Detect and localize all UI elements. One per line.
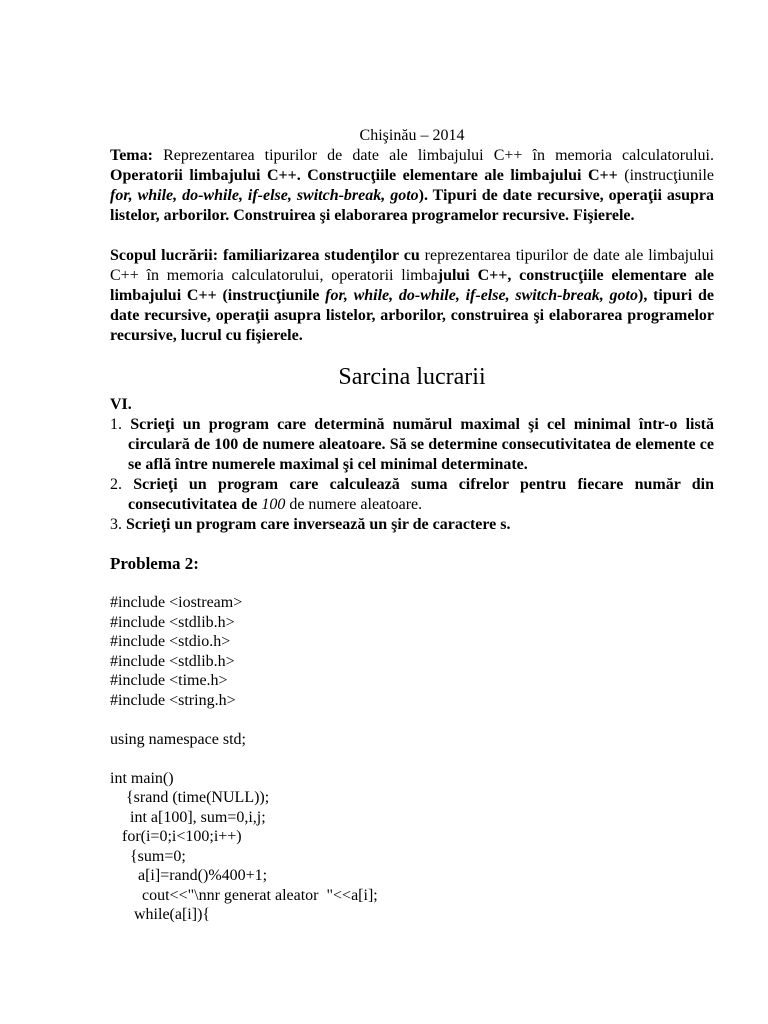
- scop-label: Scopul lucrării: [110, 247, 213, 264]
- code-block: #include <iostream> #include <stdlib.h> #include <stdio.h> #include <stdlib.h> #include <time.h> #include <string.h> using namespace std; int main() {srand (time(NULL)); int a[100], sum=0,i,j; for(i=0;i<100;i++) {sum=0; a[i]=rand()%400+1; cout<<"\nnr generat aleator "<<a[i]; while(a[i]){: [110, 594, 378, 923]
- tema-label: Tema:: [110, 147, 153, 164]
- task-list: [110, 415, 714, 535]
- task-item: 1. Scrieţi un program care determină numărul maximal şi cel minimal într-o listă circulară de 100 de numere aleatoare. Să se determine consecutivitatea de elemente ce se află între numerele maximal şi cel minimal determinate.: [110, 416, 715, 473]
- scop-paragraph: Scopul lucrării: familiarizarea studenţilor cu reprezentarea tipurilor de date ale limbajului C++ în memoria calculatorului, operatorii limbajului C++, construcţiile elementare ale limbajului C++ (instrucţiunile for, while, do-while, if-else, switch-break, goto), tipuri de date recursive, operaţii asupra listelor, arborilor, construirea şi elaborarea programelor recursive, lucrul cu fişierele.: [110, 247, 715, 344]
- task-item: 3. Scrieţi un program care inversează un şir de caractere s.: [110, 516, 511, 533]
- place-year-header: Chişinău – 2014: [359, 127, 465, 144]
- variant-label: VI.: [110, 396, 132, 413]
- document-page: [110, 126, 714, 925]
- task-item: 2. Scrieţi un program care calculează suma cifrelor pentru fiecare număr din consecutivitatea de 100 de numere aleatoare.: [110, 476, 715, 513]
- section-title: Sarcina lucrarii: [338, 364, 486, 390]
- tema-paragraph: Tema: Reprezentarea tipurilor de date ale limbajului C++ în memoria calculatorului. Operatorii limbajului C++. Construcţiile elementare ale limbajului C++ (instrucţiunile for, while, do-while, if-else, switch-break, goto). Tipuri de date recursive, operaţii asupra listelor, arborilor. Construirea şi elaborarea programelor recursive. Fişierele.: [110, 147, 714, 224]
- problem-title: Problema 2:: [110, 554, 199, 573]
